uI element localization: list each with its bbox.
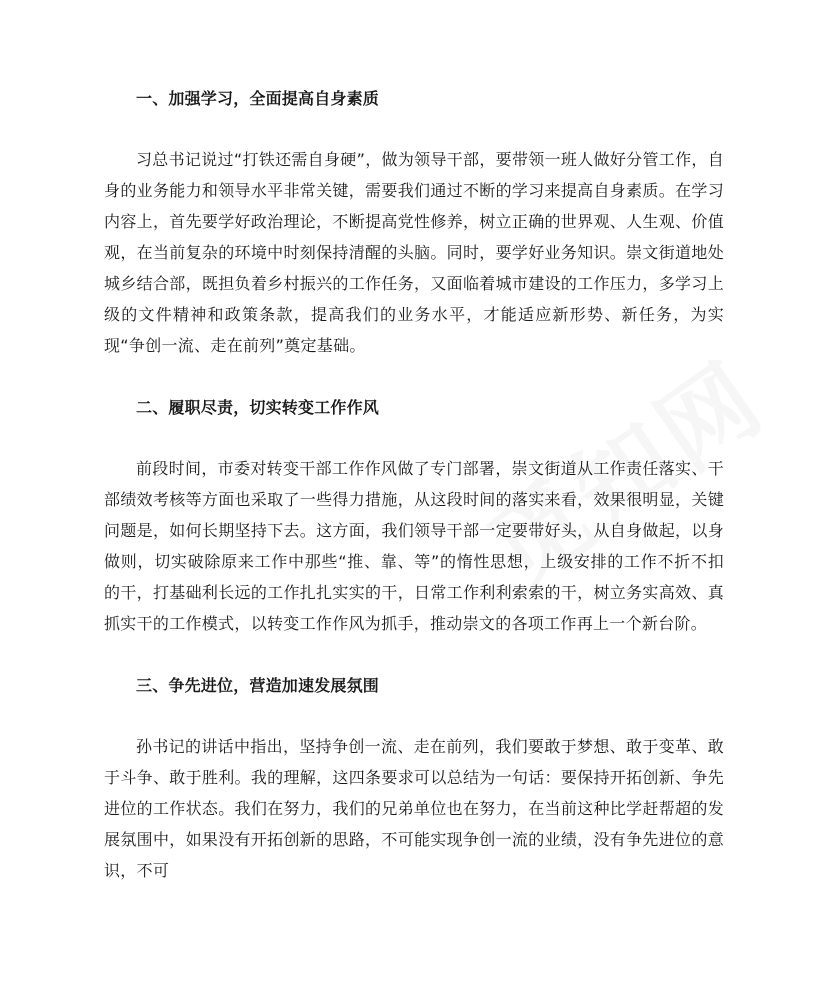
section-3	[104, 671, 724, 886]
document-body	[104, 84, 724, 918]
section-paragraph: 前段时间，市委对转变干部工作作风做了专门部署，崇文街道从工作责任落实、干部绩效考核等方面也采取了一些得力措施，从这段时间的落实来看，效果很明显，关键问题是，如何长期坚持下去。这方面，我们领导干部一定要带好头，从自身做起，以身做则，切实破除原来工作中那些“推、靠、等”的惰性思想，上级安排的工作不折不扣的干，打基础利长远的工作扎扎实实的干，日常工作利利索索的干，树立务实高效、真抓实干的工作模式，以转变工作作风为抓手，推动崇文的各项工作再上一个新台阶。	[104, 459, 724, 633]
section-1	[104, 84, 724, 361]
section-2	[104, 393, 724, 639]
section-heading: 一、加强学习，全面提高自身素质	[136, 89, 380, 108]
section-heading: 三、争先进位，营造加速发展氛围	[136, 676, 380, 695]
section-heading: 二、履职尽责，切实转变工作作风	[136, 398, 380, 417]
section-paragraph: 习总书记说过“打铁还需自身硬”，做为领导干部，要带领一班人做好分管工作，自身的业务能力和领导水平非常关键，需要我们通过不断的学习来提高自身素质。在学习内容上，首先要学好政治理论，不断提高党性修养，树立正确的世界观、人生观、价值观，在当前复杂的环境中时刻保持清醒的头脑。同时，要学好业务知识。崇文街道地处城乡结合部，既担负着乡村振兴的工作任务，又面临着城市建设的工作压力，多学习上级的文件精神和政策条款，提高我们的业务水平，才能适应新形势、新任务，为实现“争创一流、走在前列”奠定基础。	[104, 150, 724, 355]
section-paragraph: 孙书记的讲话中指出，坚持争创一流、走在前列，我们要敢于梦想、敢于变革、敢于斗争、敢于胜利。我的理解，这四条要求可以总结为一句话：要保持开拓创新、争先进位的工作状态。我们在努力，我们的兄弟单位也在努力，在当前这种比学赶帮超的发展氛围中，如果没有开拓创新的思路，不可能实现争创一流的业绩，没有争先进位的意识，不可	[104, 737, 724, 880]
